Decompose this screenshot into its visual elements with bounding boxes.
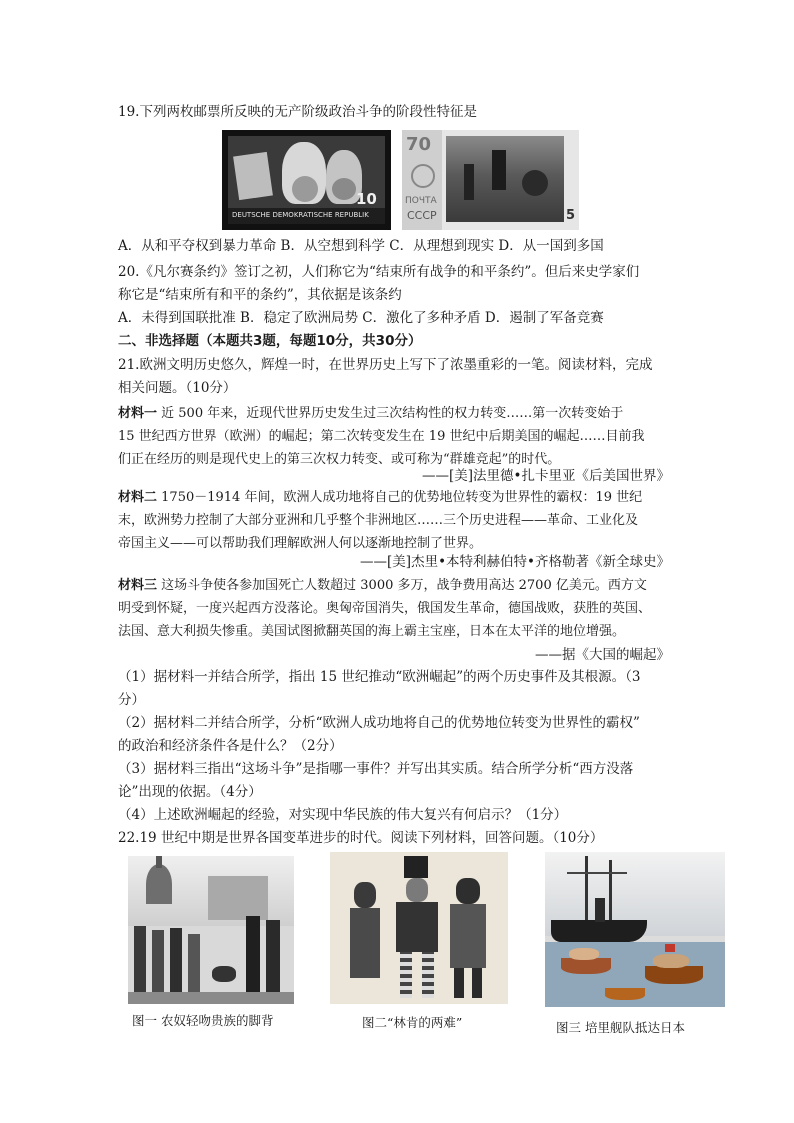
stamp2-country: СССР	[407, 209, 437, 222]
stamp2-post-text: ПОЧТА	[405, 196, 437, 206]
q19-options: A．从和平夺权到暴力革命 B．从空想到科学 C．从理想到现实 D．从一国到多国	[118, 238, 604, 254]
ship-mast	[585, 856, 588, 926]
figure-3-perry-fleet	[545, 852, 725, 1007]
stamp1-country-text: DEUTSCHE DEMOKRATISCHE REPUBLIK	[232, 211, 369, 219]
figure-right	[456, 878, 480, 904]
material-3-line-3: 法国、意大利损失惨重。美国试图掀翻英国的海上霸主宝座，日本在太平洋的地位增强。	[118, 624, 626, 639]
q22-line-1: 22.19 世纪中期是世界各国变革进步的时代。阅读下列材料，回答问题。（10分）	[118, 830, 604, 846]
figure-lincoln	[404, 856, 428, 878]
q21-line-2: 相关问题。（10分）	[118, 380, 237, 396]
steamship-hull	[551, 920, 647, 942]
stamp-marx-engels	[222, 130, 391, 230]
q21-line-1: 21.欧洲文明历史悠久，辉煌一时，在世界历史上写下了浓墨重彩的一笔。阅读材料，完成	[118, 357, 653, 373]
q21-sub3-line-2: 论”出现的依据。（4分）	[118, 784, 262, 800]
material-3-line-2: 明受到怀疑，一度兴起西方没落论。奥匈帝国消失，俄国发生革命，德国战败，获胜的英国、	[118, 601, 652, 616]
material-1-label: 材料一	[118, 406, 158, 421]
flag-red-icon	[665, 944, 675, 952]
q20-line-1: 20.《凡尔赛条约》签订之初，人们称它为“结束所有战争的和平条约”。但后来史学家们	[118, 264, 640, 280]
material-2-line-2: 末，欧洲势力控制了大部分亚洲和几乎整个非洲地区……三个历史进程——革命、工业化及	[118, 513, 639, 528]
q21-sub2-line-1: （2）据材料二并结合所学，分析“欧洲人成功地将自己的优势地位转变为世界性的霸权”	[118, 715, 640, 731]
stamp1-value: 10	[356, 190, 377, 208]
stamp2-value: 5	[566, 208, 576, 223]
section-2-heading: 二、非选择题（本题共3题，每题10分，共30分）	[118, 333, 422, 349]
material-2-line-1: 材料二 1750－1914 年间，欧洲人成功地将自己的优势地位转变为世界性的霸权：19 世纪	[118, 490, 643, 505]
figure-3-caption: 图三 培里舰队抵达日本	[556, 1020, 685, 1035]
q21-sub3-line-1: （3）据材料三指出“这场斗争”是指哪一事件？并写出其实质。结合所学分析“西方没落	[118, 761, 634, 777]
material-1-line-2: 15 世纪西方世界（欧洲）的崛起；第二次转变发生在 19 世纪中后期美国的崛起……目前我	[118, 429, 645, 444]
boat-2	[645, 966, 703, 984]
q21-sub2-line-2: 的政治和经济条件各是什么？（2分）	[118, 738, 343, 754]
church-dome	[146, 864, 172, 904]
material-3-line-1: 材料三 这场斗争使各参加国死亡人数超过 3000 多万，战争费用高达 2700 亿美元。西方文	[118, 578, 647, 593]
q20-options: A．未得到国联批准 B．稳定了欧洲局势 C．激化了多种矛盾 D．遏制了军备竞赛	[118, 310, 604, 326]
q20-line-2: 称它是“结束所有和平的条约”，其依据是该条约	[118, 287, 402, 303]
q21-sub4: （4）上述欧洲崛起的经验，对实现中华民族的伟大复兴有何启示？（1分）	[118, 807, 568, 823]
book-illustration	[233, 152, 273, 200]
figure-1-caption: 图一 农奴轻吻贵族的脚背	[132, 1013, 274, 1028]
material-2-line-3: 帝国主义——可以帮助我们理解欧洲人何以逐渐地控制了世界。	[118, 536, 483, 551]
figure-1-serfs-engraving	[128, 856, 294, 1004]
material-1-line-3: 们正在经历的则是现代史上的第三次权力转变、或可称为“群雄竞起”的时代。	[118, 452, 561, 467]
boat-1	[561, 958, 611, 974]
material-1-line-1: 材料一 近 500 年来，近现代世界历史发生过三次结构性的权力转变……第一次转变始于	[118, 406, 624, 421]
figure-2-caption: 图二“林肯的两难”	[362, 1015, 463, 1030]
material-2-source: ——[美]杰里•本特利赫伯特•齐格勒著《新全球史》	[360, 554, 670, 570]
figure-left	[354, 882, 376, 908]
q21-sub1-line-1: （1）据材料一并结合所学，指出 15 世纪推动“欧洲崛起”的两个历史事件及其根源。（3	[118, 669, 641, 685]
material-3-source: ——据《大国的崛起》	[535, 647, 670, 663]
material-1-source: ——[美]法里德•扎卡里亚《后美国世界》	[422, 468, 670, 484]
star-emblem-icon	[411, 164, 435, 188]
q21-sub1-line-2: 分）	[118, 692, 145, 708]
material-2-label: 材料二	[118, 490, 158, 505]
stamp2-top-number: 70	[406, 134, 432, 155]
material-3-label: 材料三	[118, 578, 158, 593]
figure-2-lincoln-cartoon	[330, 852, 508, 1004]
stamp-ussr-lenin	[402, 130, 579, 230]
q19-question: 19.下列两枚邮票所反映的无产阶级政治斗争的阶段性特征是	[118, 104, 477, 120]
